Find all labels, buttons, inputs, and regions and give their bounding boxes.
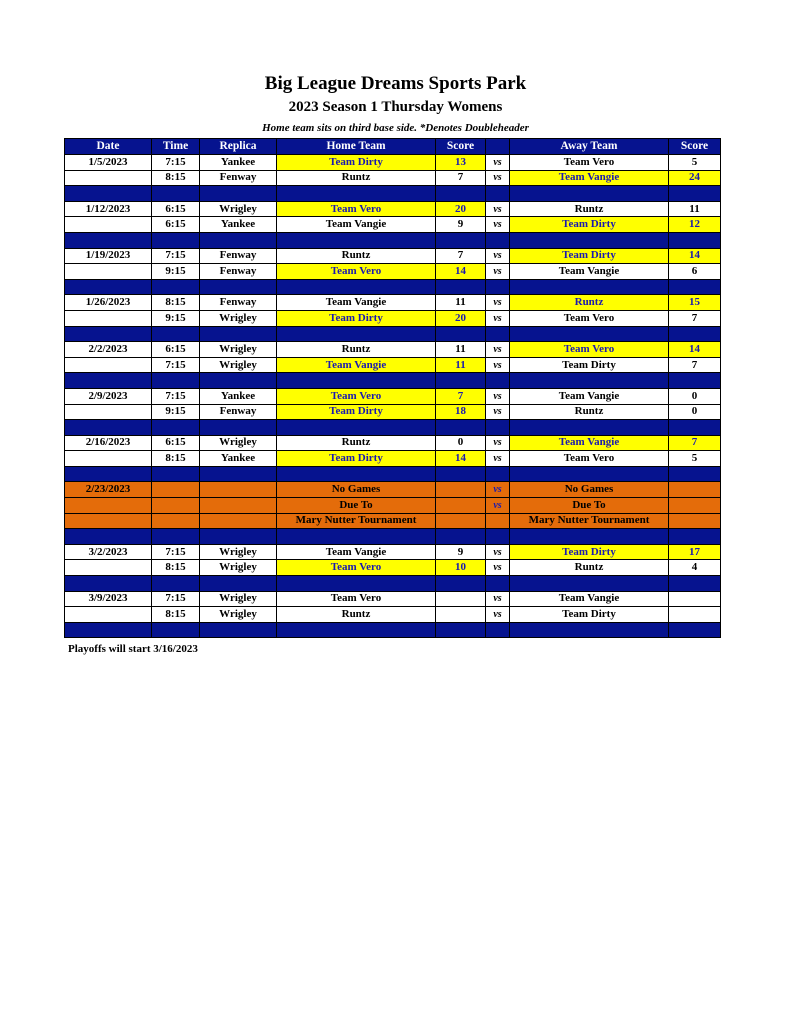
date-cell [65, 404, 152, 420]
away-team-cell: Team Dirty [510, 248, 669, 264]
separator-cell [669, 529, 721, 545]
separator-cell [510, 279, 669, 295]
separator-cell [277, 232, 436, 248]
replica-cell: Fenway [200, 295, 277, 311]
vs-cell: vs [486, 544, 510, 560]
week-separator [65, 232, 721, 248]
separator-cell [669, 232, 721, 248]
away-score-cell: 5 [669, 155, 721, 171]
time-cell: 6:15 [152, 435, 200, 451]
separator-cell [152, 529, 200, 545]
vs-cell: vs [486, 482, 510, 498]
away-team-cell: Team Vangie [510, 170, 669, 186]
time-cell [152, 513, 200, 529]
game-row [65, 357, 721, 373]
separator-cell [510, 326, 669, 342]
separator-cell [486, 186, 510, 202]
header-vs [486, 139, 510, 155]
away-team-cell: Team Dirty [510, 544, 669, 560]
home-team-cell: No Games [277, 482, 436, 498]
home-team-cell: Team Vero [277, 264, 436, 280]
time-cell: 8:15 [152, 170, 200, 186]
home-score-cell: 9 [436, 544, 486, 560]
separator-cell [510, 373, 669, 389]
time-cell: 7:15 [152, 591, 200, 607]
game-row [65, 217, 721, 233]
date-cell [65, 607, 152, 623]
header-away-score: Score [669, 139, 721, 155]
date-cell: 2/2/2023 [65, 342, 152, 358]
separator-cell [486, 529, 510, 545]
separator-cell [436, 420, 486, 436]
away-team-cell: Team Vangie [510, 264, 669, 280]
vs-cell [486, 513, 510, 529]
game-row [65, 248, 721, 264]
time-cell: 6:15 [152, 217, 200, 233]
separator-cell [669, 279, 721, 295]
date-cell [65, 560, 152, 576]
header-row [65, 139, 721, 155]
away-team-cell: Team Vangie [510, 435, 669, 451]
separator-cell [277, 373, 436, 389]
away-score-cell: 12 [669, 217, 721, 233]
away-team-cell: Team Dirty [510, 607, 669, 623]
separator-cell [277, 466, 436, 482]
game-row [65, 560, 721, 576]
separator-cell [277, 529, 436, 545]
home-score-cell: 20 [436, 201, 486, 217]
week-separator [65, 373, 721, 389]
home-score-cell: 9 [436, 217, 486, 233]
away-team-cell: Due To [510, 498, 669, 514]
header-time: Time [152, 139, 200, 155]
home-score-cell: 20 [436, 310, 486, 326]
separator-cell [65, 466, 152, 482]
away-team-cell: Runtz [510, 560, 669, 576]
page-title: Big League Dreams Sports Park [264, 73, 527, 94]
vs-cell: vs [486, 388, 510, 404]
week-separator [65, 529, 721, 545]
separator-cell [436, 373, 486, 389]
away-team-cell: Runtz [510, 201, 669, 217]
home-score-cell [436, 591, 486, 607]
header-replica: Replica [200, 139, 277, 155]
vs-cell: vs [486, 310, 510, 326]
separator-cell [486, 622, 510, 638]
page-subtitle: 2023 Season 1 Thursday Womens [288, 99, 503, 115]
header-home-score: Score [436, 139, 486, 155]
week-separator [65, 420, 721, 436]
separator-cell [486, 279, 510, 295]
week-separator [65, 326, 721, 342]
replica-cell [200, 513, 277, 529]
home-score-cell: 14 [436, 264, 486, 280]
separator-cell [510, 576, 669, 592]
separator-cell [510, 420, 669, 436]
away-score-cell: 7 [669, 435, 721, 451]
home-team-cell: Mary Nutter Tournament [277, 513, 436, 529]
game-row [65, 155, 721, 171]
separator-cell [200, 326, 277, 342]
separator-cell [152, 326, 200, 342]
date-cell [65, 357, 152, 373]
away-team-cell: Team Dirty [510, 217, 669, 233]
home-team-cell: Runtz [277, 248, 436, 264]
separator-cell [200, 529, 277, 545]
home-score-cell [436, 498, 486, 514]
away-team-cell: Team Vero [510, 155, 669, 171]
separator-cell [436, 622, 486, 638]
replica-cell: Wrigley [200, 342, 277, 358]
separator-cell [436, 576, 486, 592]
separator-cell [152, 576, 200, 592]
vs-cell: vs [486, 560, 510, 576]
separator-cell [65, 373, 152, 389]
game-row [65, 513, 721, 529]
home-team-cell: Team Vangie [277, 217, 436, 233]
away-score-cell: 15 [669, 295, 721, 311]
date-cell [65, 513, 152, 529]
vs-cell: vs [486, 248, 510, 264]
home-score-cell: 11 [436, 342, 486, 358]
away-team-cell: Team Vangie [510, 388, 669, 404]
separator-cell [669, 466, 721, 482]
replica-cell [200, 498, 277, 514]
replica-cell: Yankee [200, 451, 277, 467]
home-team-cell: Runtz [277, 170, 436, 186]
separator-cell [669, 576, 721, 592]
separator-cell [152, 373, 200, 389]
vs-cell: vs [486, 155, 510, 171]
away-team-cell: Team Vero [510, 310, 669, 326]
week-separator [65, 279, 721, 295]
away-score-cell [669, 498, 721, 514]
home-team-cell: Team Dirty [277, 404, 436, 420]
replica-cell: Fenway [200, 404, 277, 420]
game-row [65, 342, 721, 358]
schedule-body [65, 155, 721, 638]
home-team-cell: Runtz [277, 342, 436, 358]
replica-cell: Wrigley [200, 607, 277, 623]
separator-cell [152, 232, 200, 248]
separator-cell [436, 279, 486, 295]
game-row [65, 607, 721, 623]
home-team-cell: Runtz [277, 435, 436, 451]
replica-cell: Wrigley [200, 544, 277, 560]
home-score-cell: 0 [436, 435, 486, 451]
away-team-cell: Team Dirty [510, 357, 669, 373]
home-score-cell: 7 [436, 170, 486, 186]
home-team-cell: Team Dirty [277, 155, 436, 171]
separator-cell [200, 622, 277, 638]
week-separator [65, 622, 721, 638]
separator-cell [669, 326, 721, 342]
home-score-cell: 11 [436, 357, 486, 373]
separator-cell [65, 232, 152, 248]
away-score-cell: 14 [669, 342, 721, 358]
away-score-cell [669, 482, 721, 498]
replica-cell: Yankee [200, 388, 277, 404]
home-team-cell: Team Dirty [277, 451, 436, 467]
date-cell: 2/16/2023 [65, 435, 152, 451]
playoffs-note: Playoffs will start 3/16/2023 [68, 643, 198, 655]
home-team-cell: Team Dirty [277, 310, 436, 326]
replica-cell: Fenway [200, 264, 277, 280]
separator-cell [486, 373, 510, 389]
separator-cell [510, 529, 669, 545]
away-score-cell: 17 [669, 544, 721, 560]
date-cell [65, 217, 152, 233]
vs-cell: vs [486, 498, 510, 514]
separator-cell [277, 186, 436, 202]
away-score-cell: 11 [669, 201, 721, 217]
date-cell: 1/26/2023 [65, 295, 152, 311]
separator-cell [277, 576, 436, 592]
separator-cell [486, 576, 510, 592]
time-cell: 8:15 [152, 451, 200, 467]
home-score-cell: 14 [436, 451, 486, 467]
date-cell: 3/2/2023 [65, 544, 152, 560]
home-team-cell: Team Vero [277, 560, 436, 576]
home-team-cell: Team Vangie [277, 357, 436, 373]
separator-cell [669, 420, 721, 436]
replica-cell: Wrigley [200, 435, 277, 451]
separator-cell [669, 373, 721, 389]
separator-cell [200, 576, 277, 592]
game-row [65, 451, 721, 467]
replica-cell: Wrigley [200, 357, 277, 373]
date-cell: 2/9/2023 [65, 388, 152, 404]
separator-cell [486, 232, 510, 248]
date-cell [65, 498, 152, 514]
time-cell [152, 498, 200, 514]
time-cell: 8:15 [152, 295, 200, 311]
vs-cell: vs [486, 264, 510, 280]
time-cell: 8:15 [152, 607, 200, 623]
date-cell: 2/23/2023 [65, 482, 152, 498]
away-team-cell: Runtz [510, 295, 669, 311]
away-team-cell: Runtz [510, 404, 669, 420]
time-cell: 7:15 [152, 544, 200, 560]
separator-cell [65, 326, 152, 342]
separator-cell [152, 279, 200, 295]
date-cell: 1/19/2023 [65, 248, 152, 264]
vs-cell: vs [486, 295, 510, 311]
separator-cell [277, 279, 436, 295]
replica-cell: Yankee [200, 155, 277, 171]
away-team-cell: No Games [510, 482, 669, 498]
away-score-cell: 6 [669, 264, 721, 280]
game-row [65, 435, 721, 451]
week-separator [65, 186, 721, 202]
time-cell: 7:15 [152, 248, 200, 264]
week-separator [65, 466, 721, 482]
game-row [65, 201, 721, 217]
separator-cell [65, 279, 152, 295]
time-cell: 9:15 [152, 404, 200, 420]
game-row [65, 295, 721, 311]
game-row [65, 388, 721, 404]
separator-cell [152, 466, 200, 482]
date-cell [65, 170, 152, 186]
replica-cell: Fenway [200, 248, 277, 264]
separator-cell [65, 576, 152, 592]
replica-cell: Wrigley [200, 310, 277, 326]
away-score-cell: 4 [669, 560, 721, 576]
away-team-cell: Team Vangie [510, 591, 669, 607]
home-score-cell [436, 607, 486, 623]
vs-cell: vs [486, 217, 510, 233]
header-date: Date [65, 139, 152, 155]
away-score-cell: 0 [669, 388, 721, 404]
away-score-cell [669, 513, 721, 529]
away-score-cell: 5 [669, 451, 721, 467]
home-team-cell: Team Vangie [277, 544, 436, 560]
time-cell: 9:15 [152, 264, 200, 280]
home-team-cell: Team Vero [277, 388, 436, 404]
time-cell: 6:15 [152, 201, 200, 217]
separator-cell [65, 420, 152, 436]
time-cell: 9:15 [152, 310, 200, 326]
separator-cell [669, 622, 721, 638]
away-team-cell: Team Vero [510, 342, 669, 358]
home-team-cell: Due To [277, 498, 436, 514]
game-row [65, 264, 721, 280]
separator-cell [277, 420, 436, 436]
date-cell [65, 264, 152, 280]
separator-cell [669, 186, 721, 202]
time-cell: 7:15 [152, 155, 200, 171]
replica-cell: Yankee [200, 217, 277, 233]
away-score-cell: 14 [669, 248, 721, 264]
schedule-note: Home team sits on third base side. *Denotes Doubleheader [262, 122, 529, 134]
home-score-cell [436, 513, 486, 529]
header-away-team: Away Team [510, 139, 669, 155]
time-cell: 7:15 [152, 357, 200, 373]
game-row [65, 170, 721, 186]
home-score-cell: 13 [436, 155, 486, 171]
vs-cell: vs [486, 201, 510, 217]
home-score-cell: 18 [436, 404, 486, 420]
vs-cell: vs [486, 607, 510, 623]
home-score-cell: 7 [436, 388, 486, 404]
separator-cell [436, 466, 486, 482]
header-home-team: Home Team [277, 139, 436, 155]
separator-cell [436, 186, 486, 202]
separator-cell [200, 466, 277, 482]
home-team-cell: Team Vangie [277, 295, 436, 311]
date-cell: 1/12/2023 [65, 201, 152, 217]
replica-cell [200, 482, 277, 498]
separator-cell [510, 186, 669, 202]
date-cell [65, 310, 152, 326]
replica-cell: Wrigley [200, 201, 277, 217]
separator-cell [436, 529, 486, 545]
away-score-cell [669, 607, 721, 623]
home-score-cell: 11 [436, 295, 486, 311]
away-score-cell: 7 [669, 310, 721, 326]
separator-cell [200, 279, 277, 295]
game-row [65, 591, 721, 607]
separator-cell [65, 186, 152, 202]
vs-cell: vs [486, 357, 510, 373]
vs-cell: vs [486, 404, 510, 420]
home-team-cell: Runtz [277, 607, 436, 623]
game-row [65, 544, 721, 560]
away-score-cell: 7 [669, 357, 721, 373]
away-score-cell: 24 [669, 170, 721, 186]
separator-cell [510, 466, 669, 482]
home-score-cell [436, 482, 486, 498]
week-separator [65, 576, 721, 592]
replica-cell: Wrigley [200, 591, 277, 607]
vs-cell: vs [486, 170, 510, 186]
replica-cell: Fenway [200, 170, 277, 186]
game-row [65, 498, 721, 514]
away-score-cell [669, 591, 721, 607]
away-team-cell: Mary Nutter Tournament [510, 513, 669, 529]
date-cell: 1/5/2023 [65, 155, 152, 171]
separator-cell [486, 326, 510, 342]
date-cell [65, 451, 152, 467]
game-row [65, 482, 721, 498]
time-cell [152, 482, 200, 498]
vs-cell: vs [486, 451, 510, 467]
separator-cell [510, 232, 669, 248]
separator-cell [486, 420, 510, 436]
schedule-table [64, 138, 721, 638]
time-cell: 8:15 [152, 560, 200, 576]
date-cell: 3/9/2023 [65, 591, 152, 607]
home-team-cell: Team Vero [277, 201, 436, 217]
game-row [65, 404, 721, 420]
away-team-cell: Team Vero [510, 451, 669, 467]
away-score-cell: 0 [669, 404, 721, 420]
separator-cell [200, 420, 277, 436]
separator-cell [510, 622, 669, 638]
separator-cell [152, 186, 200, 202]
separator-cell [200, 232, 277, 248]
time-cell: 7:15 [152, 388, 200, 404]
home-score-cell: 7 [436, 248, 486, 264]
separator-cell [436, 326, 486, 342]
separator-cell [486, 466, 510, 482]
separator-cell [152, 622, 200, 638]
home-team-cell: Team Vero [277, 591, 436, 607]
separator-cell [65, 529, 152, 545]
separator-cell [65, 622, 152, 638]
separator-cell [200, 186, 277, 202]
separator-cell [277, 622, 436, 638]
separator-cell [436, 232, 486, 248]
separator-cell [152, 420, 200, 436]
separator-cell [200, 373, 277, 389]
vs-cell: vs [486, 342, 510, 358]
vs-cell: vs [486, 591, 510, 607]
replica-cell: Wrigley [200, 560, 277, 576]
game-row [65, 310, 721, 326]
vs-cell: vs [486, 435, 510, 451]
separator-cell [277, 326, 436, 342]
home-score-cell: 10 [436, 560, 486, 576]
time-cell: 6:15 [152, 342, 200, 358]
